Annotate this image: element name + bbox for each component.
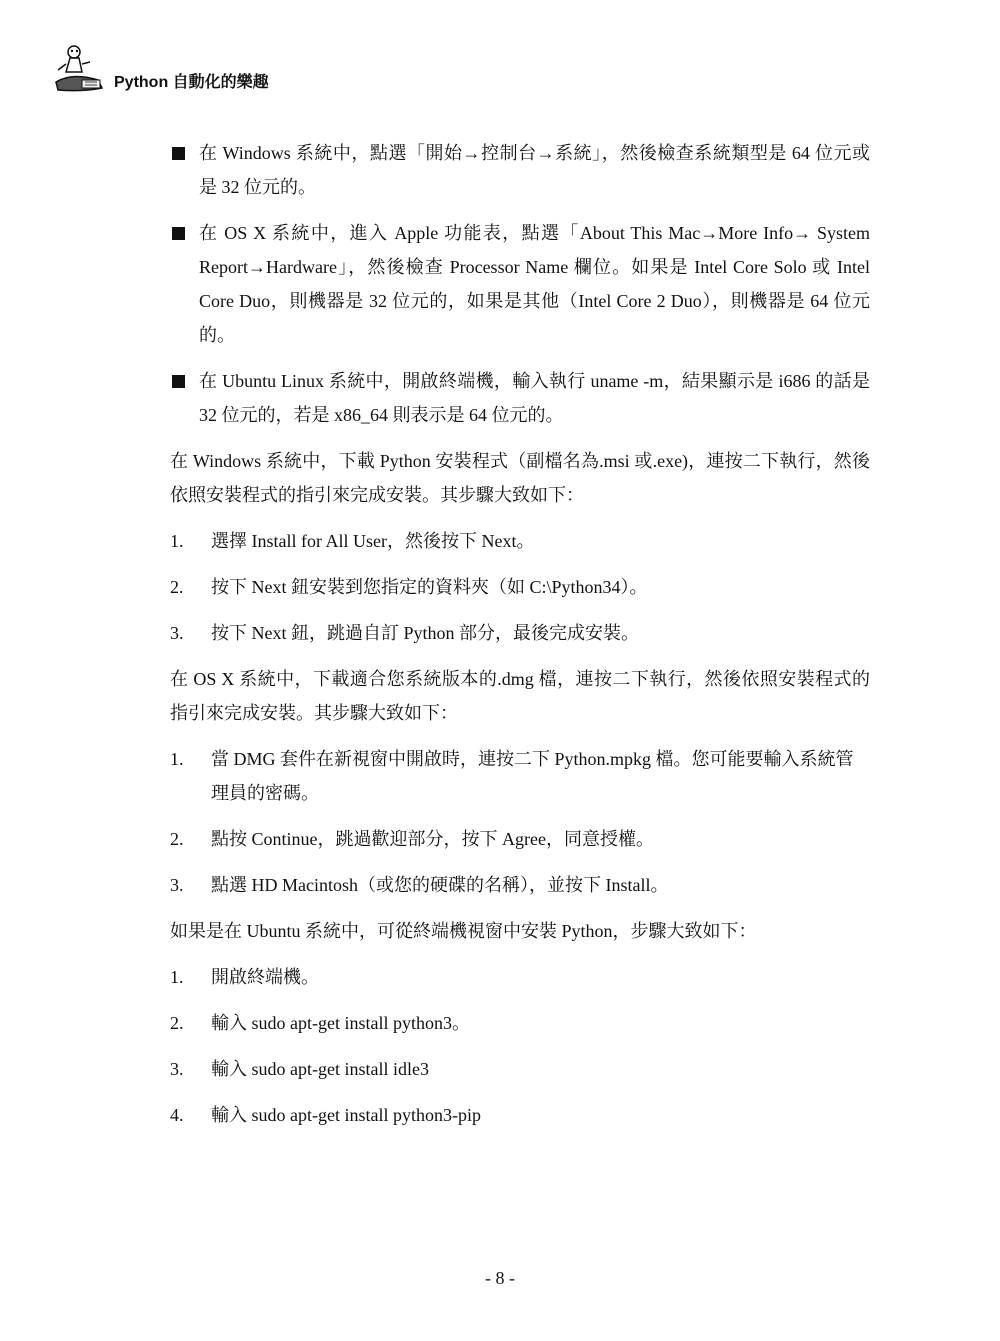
robot-mascot-icon (52, 42, 112, 102)
step-text: 按下 Next 鈕，跳過自訂 Python 部分，最後完成安裝。 (211, 623, 639, 643)
step-number: 2. (170, 829, 184, 849)
list-item (170, 364, 870, 432)
page-number: - 8 - (485, 1268, 515, 1288)
osx-steps (170, 742, 870, 902)
list-item (170, 822, 870, 856)
list-item-text: 在 OS X 系統中，進入 Apple 功能表，點選「About This Mac→More Info→ System Report→Hardware」，然後檢查 Processor Name 欄位。如果是 Intel Core Solo 或 Intel Core Duo，則機器是 32 位元的，如果是其他（Intel Core 2 Duo），則機器是 64 位元的。 (199, 223, 870, 345)
ubuntu-intro: 如果是在 Ubuntu 系統中，可從終端機視窗中安裝 Python，步驟大致如下： (170, 921, 757, 941)
step-number: 1. (170, 749, 184, 769)
step-number: 3. (170, 1059, 184, 1079)
step-text: 輸入 sudo apt-get install idle3 (211, 1059, 429, 1079)
osx-intro: 在 OS X 系統中，下載適合您系統版本的.dmg 檔，連按二下執行，然後依照安裝程式的指引來完成安裝。其步驟大致如下： (170, 669, 870, 723)
step-text: 點按 Continue，跳過歡迎部分，按下 Agree，同意授權。 (211, 829, 654, 849)
step-number: 2. (170, 577, 184, 597)
list-item (170, 570, 870, 604)
windows-intro: 在 Windows 系統中，下載 Python 安裝程式（副檔名為.msi 或.exe)，連按二下執行，然後依照安裝程式的指引來完成安裝。其步驟大致如下： (170, 451, 870, 505)
list-item (170, 616, 870, 650)
step-number: 1. (170, 967, 184, 987)
step-text: 按下 Next 鈕安裝到您指定的資料夾（如 C:\Python34）。 (211, 577, 648, 597)
square-bullet-icon (172, 375, 185, 388)
list-item (170, 868, 870, 902)
step-text: 選擇 Install for All User，然後按下 Next。 (211, 531, 535, 551)
square-bullet-icon (172, 147, 185, 160)
step-number: 3. (170, 623, 184, 643)
page-body (170, 136, 870, 1144)
step-text: 輸入 sudo apt-get install python3-pip (211, 1105, 481, 1125)
step-text: 開啟終端機。 (211, 967, 319, 987)
list-item (170, 1006, 870, 1040)
windows-steps (170, 524, 870, 650)
list-item-text: 在 Windows 系統中，點選「開始→控制台→系統」，然後檢查系統類型是 64 位元或是 32 位元的。 (199, 143, 870, 197)
list-item (170, 960, 870, 994)
step-number: 3. (170, 875, 184, 895)
list-item-text: 在 Ubuntu Linux 系統中，開啟終端機，輸入執行 uname -m，結果顯示是 i686 的話是 32 位元的，若是 x86_64 則表示是 64 位元的。 (199, 371, 870, 425)
list-item (170, 1052, 870, 1086)
step-text: 輸入 sudo apt-get install python3。 (211, 1013, 470, 1033)
running-header (52, 42, 269, 102)
step-number: 1. (170, 531, 184, 551)
list-item (170, 216, 870, 352)
step-text: 點選 HD Macintosh（或您的硬碟的名稱），並按下 Install。 (211, 875, 669, 895)
list-item (170, 524, 870, 558)
list-item (170, 1098, 870, 1132)
ubuntu-steps (170, 960, 870, 1132)
list-item (170, 742, 870, 810)
step-text: 當 DMG 套件在新視窗中開啟時，連按二下 Python.mpkg 檔。您可能要輸入系統管理員的密碼。 (211, 749, 854, 803)
square-bullet-icon (172, 227, 185, 240)
book-title: Python 自動化的樂趣 (114, 73, 269, 91)
step-number: 4. (170, 1105, 184, 1125)
list-item (170, 136, 870, 204)
step-number: 2. (170, 1013, 184, 1033)
architecture-check-list (170, 136, 870, 432)
